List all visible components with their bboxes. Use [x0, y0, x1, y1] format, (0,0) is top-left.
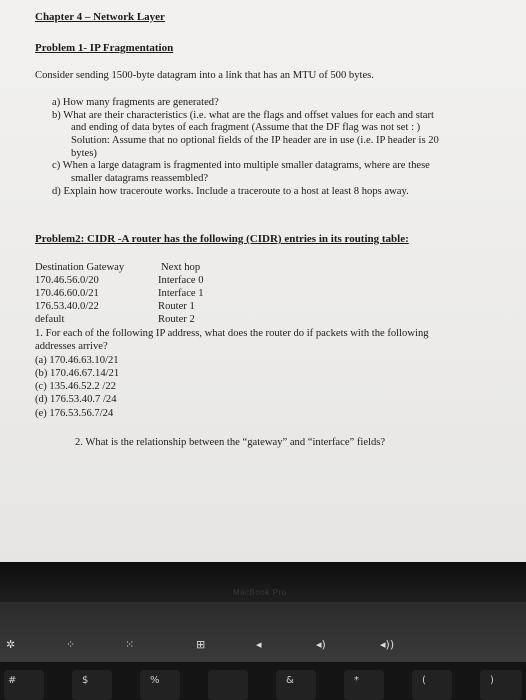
problem1-line: b) What are their characteristics (i.e. what are the flags and offset values for each and start: [52, 110, 434, 121]
table-cell: Interface 0: [158, 275, 204, 286]
problem1-line: d) Explain how traceroute works. Include a traceroute to a host at least 8 hops away.: [52, 186, 409, 197]
chapter-title: Chapter 4 – Network Layer: [35, 11, 165, 23]
problem1-title: Problem 1- IP Fragmentation: [35, 42, 174, 54]
problem1-line: smaller datagrams reassembled?: [71, 173, 209, 184]
brightness-low-icon[interactable]: ⁘: [66, 638, 76, 651]
table-cell: Interface 1: [158, 288, 204, 299]
problem1-line: c) When a large datagram is fragmented into multiple smaller datagrams, where are these: [52, 160, 430, 171]
table-cell: default: [35, 314, 65, 325]
key[interactable]: [412, 670, 452, 700]
key-glyph: (: [422, 675, 426, 686]
table-cell: 170.46.56.0/20: [35, 275, 99, 286]
address-item: (e) 176.53.56.7/24: [35, 408, 114, 419]
table-cell: Router 1: [158, 301, 195, 312]
question1-line: addresses arrive?: [35, 341, 108, 352]
address-item: (a) 170.46.63.10/21: [35, 355, 119, 366]
problem1-line: a) How many fragments are generated?: [52, 97, 219, 108]
touch-bar: [0, 602, 526, 662]
key-glyph: $: [82, 675, 89, 686]
volume-high-icon[interactable]: ◂)): [380, 638, 395, 651]
key-glyph: &: [286, 675, 294, 686]
address-item: (b) 170.46.67.14/21: [35, 368, 120, 379]
key[interactable]: [208, 670, 248, 700]
problem1-line: bytes): [71, 148, 97, 159]
keyboard-light-icon[interactable]: ◂: [256, 638, 262, 651]
problem1-line: Solution: Assume that no optional fields of the IP header are in use (i.e. IP header is 20: [71, 135, 439, 146]
address-item: (c) 135.46.52.2 /22: [35, 381, 116, 392]
brightness-high-icon[interactable]: ⁙: [125, 638, 135, 651]
table-cell: Router 2: [158, 314, 195, 325]
key-glyph: %: [150, 675, 160, 686]
problem1-intro: Consider sending 1500-byte datagram into a link that has an MTU of 500 bytes.: [35, 70, 374, 81]
key[interactable]: [276, 670, 316, 700]
key[interactable]: [344, 670, 384, 700]
question1-line: 1. For each of the following IP address, what does the router do if packets with the following: [35, 328, 429, 339]
table-header-nexthop: Next hop: [161, 262, 201, 273]
problem1-line: and ending of data bytes of each fragment (Assume that the DF flag was not set : ): [71, 122, 421, 133]
question2: 2. What is the relationship between the “gateway” and “interface” fields?: [75, 437, 386, 448]
laptop-brand: MacBook Pro: [233, 588, 287, 597]
key-glyph: *: [354, 675, 359, 686]
sun-icon[interactable]: ✲: [6, 638, 16, 651]
table-header-destination: Destination Gateway: [35, 262, 125, 273]
key-glyph: #: [8, 675, 17, 686]
address-item: (d) 176.53.40.7 /24: [35, 394, 117, 405]
mission-control-icon[interactable]: ⊞: [196, 638, 206, 651]
key-glyph: ): [490, 675, 494, 686]
table-cell: 176.53.40.0/22: [35, 301, 99, 312]
problem2-title: Problem2: CIDR -A router has the following (CIDR) entries in its routing table:: [35, 233, 409, 245]
volume-low-icon[interactable]: ◂): [316, 638, 326, 651]
table-cell: 170.46.60.0/21: [35, 288, 99, 299]
key[interactable]: [72, 670, 112, 700]
key[interactable]: [140, 670, 180, 700]
key[interactable]: [480, 670, 522, 700]
